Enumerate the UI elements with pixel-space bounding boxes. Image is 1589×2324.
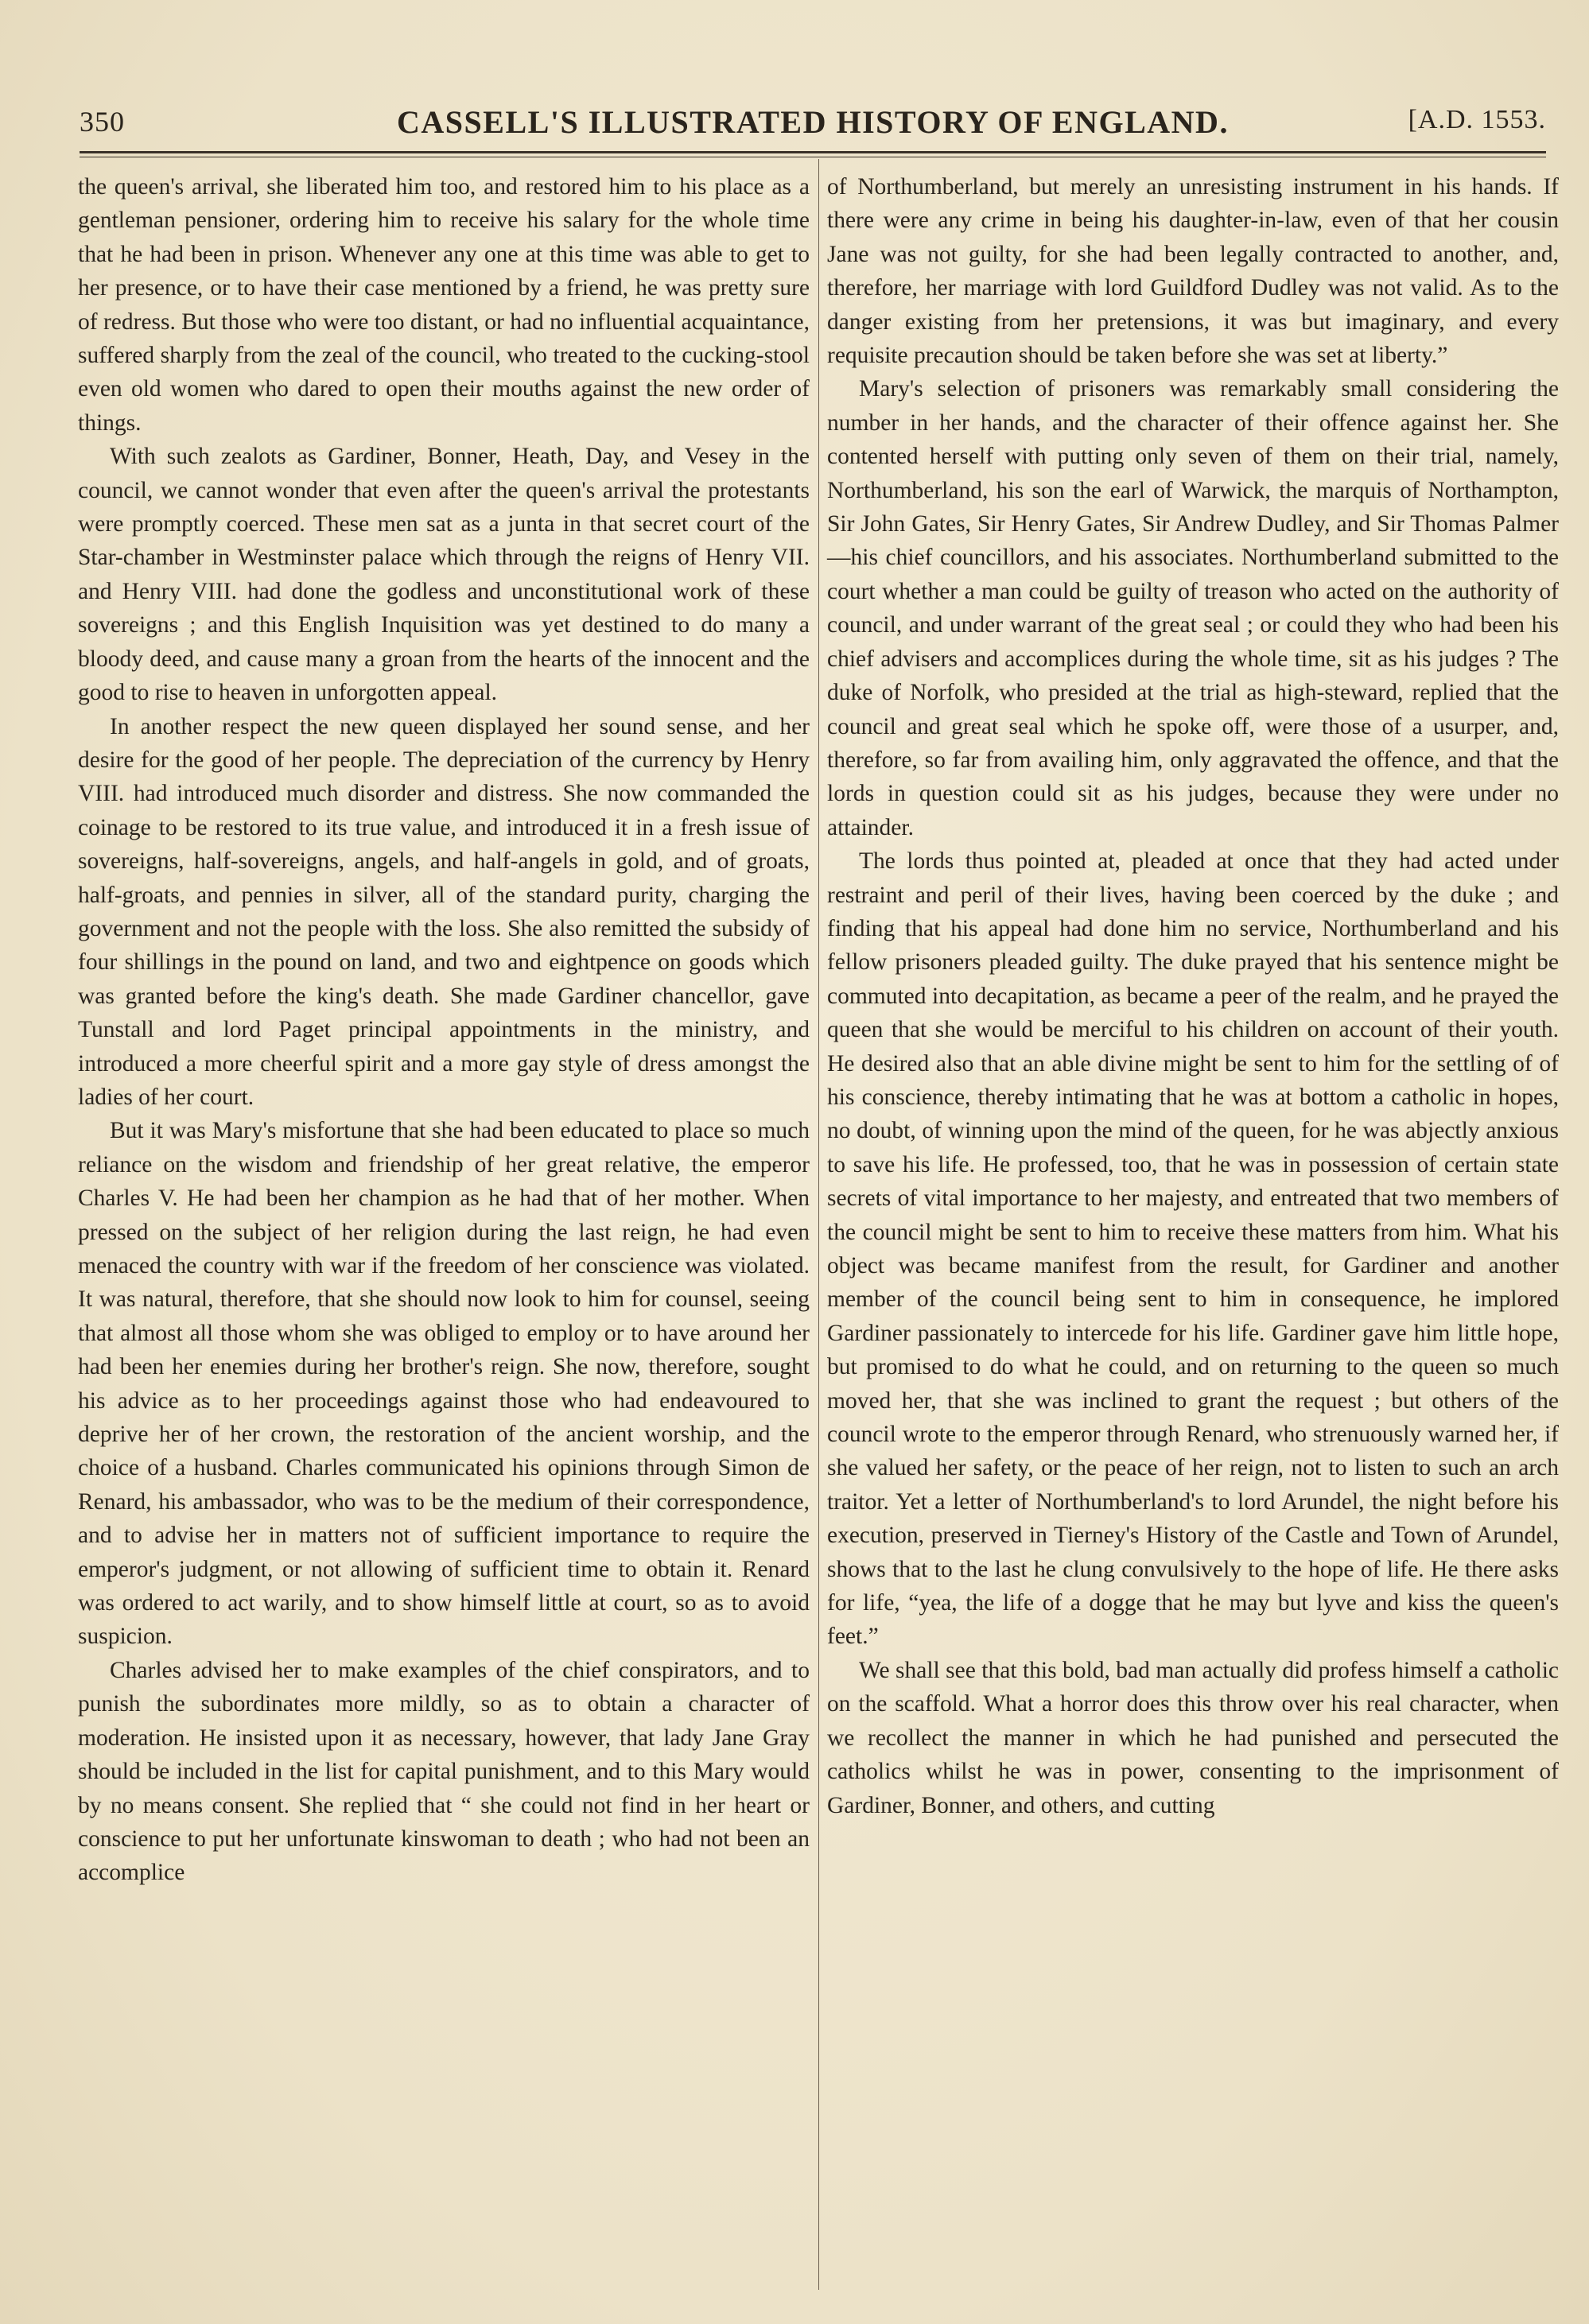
paragraph: the queen's arrival, she liberated him too, and restored him to his place as a gentleman pensioner, ordering him to receive his salary for the whole time that he had been in prison. Whenever any one at this time was able to get to her presence, or to have their case mentioned by a friend, he was pretty sure of redress. But those who were too distant, or had no influential acquaintance, suffered sharply from the zeal of the council, who treated to the cucking-stool even old women who dared to open their mouths against the new order of things. <box>78 174 810 436</box>
running-header <box>80 103 1546 153</box>
paragraph: In another respect the new queen displayed her sound sense, and her desire for the good of her people. The depreciation of the currency by Henry VIII. had introduced much disorder and distress. She now commanded the coinage to be restored to its true value, and introduced it in a fresh issue of sovereigns, half-sovereigns, angels, and half-angels in gold, and of groats, half-groats, and pennies in silver, all of the standard purity, charging the government and not the people with the loss. She also remitted the subsidy of four shillings in the pound on land, and two and eightpence on goods which was granted before the king's death. She made Gardiner chancellor, gave Tunstall and lord Paget principal appointments in the ministry, and introduced a more cheerful spirit and a more gay style of dress amongst the ladies of her court. <box>78 713 810 1110</box>
right-column <box>827 170 1559 1822</box>
running-date: [A.D. 1553. <box>1408 105 1546 134</box>
paragraph: Charles advised her to make examples of the chief conspirators, and to punish the subordinates more mildly, so as to obtain a character of moderation. He insisted upon it as necessary, however, that lady Jane Gray should be included in the list for capital punishment, and to this Mary would by no means consent. She replied that “ she could not find in her heart or conscience to put her unfortunate kinswoman to death ; who had not been an accomplice <box>78 1657 810 1886</box>
running-title: CASSELL'S ILLUSTRATED HISTORY OF ENGLAND. <box>397 104 1229 140</box>
paragraph: With such zealots as Gardiner, Bonner, Heath, Day, and Vesey in the council, we cannot wonder that even after the queen's arrival the protestants were promptly coerced. These men sat as a junta in that secret court of the Star-chamber in Westminster palace which through the reigns of Henry VII. and Henry VIII. had done the godless and unconstitutional work of these sovereigns ; and this English Inquisition was yet destined to do many a bloody deed, and cause many a groan from the hearts of the innocent and the good to rise to heaven in unforgotten appeal. <box>78 444 810 706</box>
paragraph: We shall see that this bold, bad man actually did profess himself a catholic on the scaffold. What a horror does this throw over his real character, when we recollect the manner in which he had punished and persecuted the catholics whilst he was in power, consenting to the imprisonment of Gardiner, Bonner, and others, and cutting <box>827 1657 1559 1818</box>
paragraph: Mary's selection of prisoners was remarkably small considering the number in her hands, and the character of their offence against her. She contented herself with putting only seven of them on their trial, namely, Northumberland, his son the earl of Warwick, the marquis of Northampton, Sir John Gates, Sir Henry Gates, Sir Andrew Dudley, and Sir Thomas Palmer—his chief councillors, and his associates. Northumberland submitted to the court whether a man could be guilty of treason who acted on the authority of council, and under warrant of the great seal ; or could they who had been his chief advisers and accomplices during the whole time, sit as his judges ? The duke of Norfolk, who presided at the trial as high-steward, replied that the council and great seal which he spoke off, were those of a usurper, and, therefore, so far from availing him, only aggravated the offence, and that the lords in question could sit as his judges, because they were under no attainder. <box>827 376 1559 840</box>
paragraph: But it was Mary's misfortune that she had been educated to place so much reliance on the wisdom and friendship of her great relative, the emperor Charles V. He had been her champion as he had that of her mother. When pressed on the subject of her religion during the last reign, he had even menaced the country with war if the freedom of her conscience was violated. It was natural, therefore, that she should now look to him for counsel, seeing that almost all those whom she was obliged to employ or to have around her had been her enemies during her brother's reign. She now, therefore, sought his advice as to her proceedings against those who had endeavoured to deprive her of her crown, the restoration of the ancient worship, and the choice of a husband. Charles communicated his opinions through Simon de Renard, his ambassador, who was to be the medium of their correspondence, and to advise her in matters not of sufficient importance to require the emperor's judgment, or not allowing of sufficient time to obtain it. Renard was ordered to act warily, and to show himself little at court, so as to avoid suspicion. <box>78 1118 810 1650</box>
page-number: 350 <box>80 106 125 138</box>
left-column <box>78 170 810 1890</box>
paragraph: of Northumberland, but merely an unresisting instrument in his hands. If there were any crime in being his daughter-in-law, even of that her cousin Jane was not guilty, for she had been legally contracted to another, and, therefore, her marriage with lord Guildford Dudley was not valid. As to the danger existing from her pretensions, it was but imaginary, and every requisite precaution should be taken before she was set at liberty.” <box>827 174 1559 369</box>
paragraph: The lords thus pointed at, pleaded at once that they had acted under restraint and peril of their lives, having been coerced by the duke ; and finding that his appeal had done him no service, Northumberland and his fellow prisoners pleaded guilty. The duke prayed that his sentence might be commuted into decapitation, as became a peer of the realm, and he prayed the queen that she would be merciful to his children on account of their youth. He desired also that an able divine might be sent to him for the settling of of his conscience, thereby intimating that he was at bottom a catholic in hopes, no doubt, of winning upon the mind of the queen, for he was abjectly anxious to save his life. He professed, too, that he was in possession of certain state secrets of vital importance to her majesty, and entreated that two members of the council might be sent to him to receive these matters from him. What his object was became manifest from the result, for Gardiner and another member of the council being sent to him in consequence, he implored Gardiner passionately to intercede for his life. Gardiner gave him little hope, but promised to do what he could, and on returning to the queen so much moved her, that she was inclined to grant the request ; but others of the council wrote to the emperor through Renard, who strenuously warned her, if she valued her safety, or the peace of her reign, not to listen to such an arch traitor. Yet a letter of Northumberland's to lord Arundel, the night before his execution, preserved in Tierney's History of the Castle and Town of Arundel, shows that to the last he clung convulsively to the hope of life. He there asks for life, “yea, the life of a dogge that he may but lyve and kiss the queen's feet.” <box>827 848 1559 1650</box>
column-divider <box>818 159 819 2290</box>
